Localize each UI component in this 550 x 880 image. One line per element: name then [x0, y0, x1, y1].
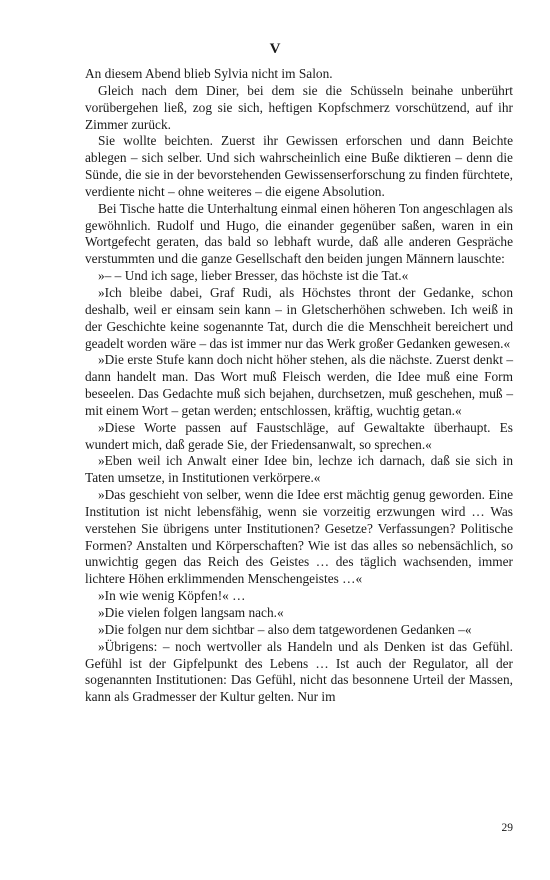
dialogue-line: »Die vielen folgen langsam nach.« [98, 605, 284, 620]
dialogue-line: »In wie wenig Köpfen!« … [98, 588, 246, 604]
page-number: 29 [501, 822, 513, 834]
dialogue-line: »Die erste Stufe kann doch nicht höher stehen, als die nächste. Zuerst denkt – dann handelt man. Das Wort muß Fleisch werden, die Idee muß eine Form beseelen. Das Gedachte muß sich bejahen, durchsetzen, muß geschehen, muß – mit einem Wort – getan werden; entschlossen, kräftig, wuchtig getan.« [85, 352, 513, 418]
dialogue-line: »Übrigens: – noch wertvoller als Handeln und als Denken ist das Gefühl. Gefühl ist der Gipfelpunkt des Lebens … Ist auch der Regulator, all der sogenannten Institutionen: Das Gefühl, nicht das besonnene Urteil der Massen, kann als Gradmesser der Kultur gelten. Nur im [85, 638, 513, 705]
body-text [85, 66, 513, 706]
paragraph: Bei Tische hatte die Unterhaltung einmal einen höheren Ton angeschlagen als gewöhnlich. Rudolf und Hugo, die einander gegenüber saßen, waren in ein Wortgefecht geraten, das bald so lebhaft wurde, daß alle anderen Gespräche verstummten und die ganze Gesellschaft den beiden jungen Männern lauschte: [85, 200, 513, 267]
dialogue-line: »Diese Worte passen auf Faustschläge, auf Gewaltakte überhaupt. Es wundert mich, daß gerade Sie, der Friedensanwalt, so sprechen.« [85, 419, 513, 452]
chapter-heading: V [269, 41, 281, 57]
paragraph: Sie wollte beichten. Zuerst ihr Gewissen erforschen und dann Beichte ablegen – sich selber. Und sich wahrscheinlich eine Buße diktieren – denn die Sünde, die sie in der bevorstehenden Gewissenserforschung zu finden fürchtete, verdiente nicht – ohne weiteres – die eigene Absolution. [85, 133, 513, 199]
dialogue-line: »Eben weil ich Anwalt einer Idee bin, lechze ich darnach, daß sie sich in Taten umsetze, in Institutionen verkörpere.« [85, 453, 513, 486]
dialogue-line: »Das geschieht von selber, wenn die Idee erst mächtig genug geworden. Eine Institution ist nicht lebensfähig, wenn sie vorzeitig erzwungen wird … Was verstehen Sie übrigens unter Institutionen? Gesetze? Verfassungen? Politische Formen? Anstalten und Körperschaften? Wie ist das alles so nebensächlich, so unwichtig gegen das Reich des Geistes … des täglich wachsenden, immer lichtere Höhen erklimmenden Menschengeistes …« [85, 487, 513, 587]
dialogue-line: »Die folgen nur dem sichtbar – also dem tatgewordenen Gedanken –« [98, 621, 472, 637]
dialogue-line: »– – Und ich sage, lieber Bresser, das höchste ist die Tat.« [98, 268, 409, 284]
paragraph: Gleich nach dem Diner, bei dem sie die Schüsseln beinahe unberührt vorübergehen ließ, zog sie sich, heftigen Kopfschmerz vorschützend, auf ihr Zimmer zurück. [85, 82, 513, 132]
dialogue-line: »Ich bleibe dabei, Graf Rudi, als Höchstes thront der Gedanke, schon deshalb, weil er einsam sein kann – in Gletscherhöhen schweben. Ich weiß in der Geschichte keine sogenannte Tat, durch die die Menschheit bereichert und geadelt worden wäre – das ist immer nur das Werk großer Gedanken gewesen.« [85, 284, 513, 351]
paragraph: An diesem Abend blieb Sylvia nicht im Salon. [85, 66, 333, 81]
